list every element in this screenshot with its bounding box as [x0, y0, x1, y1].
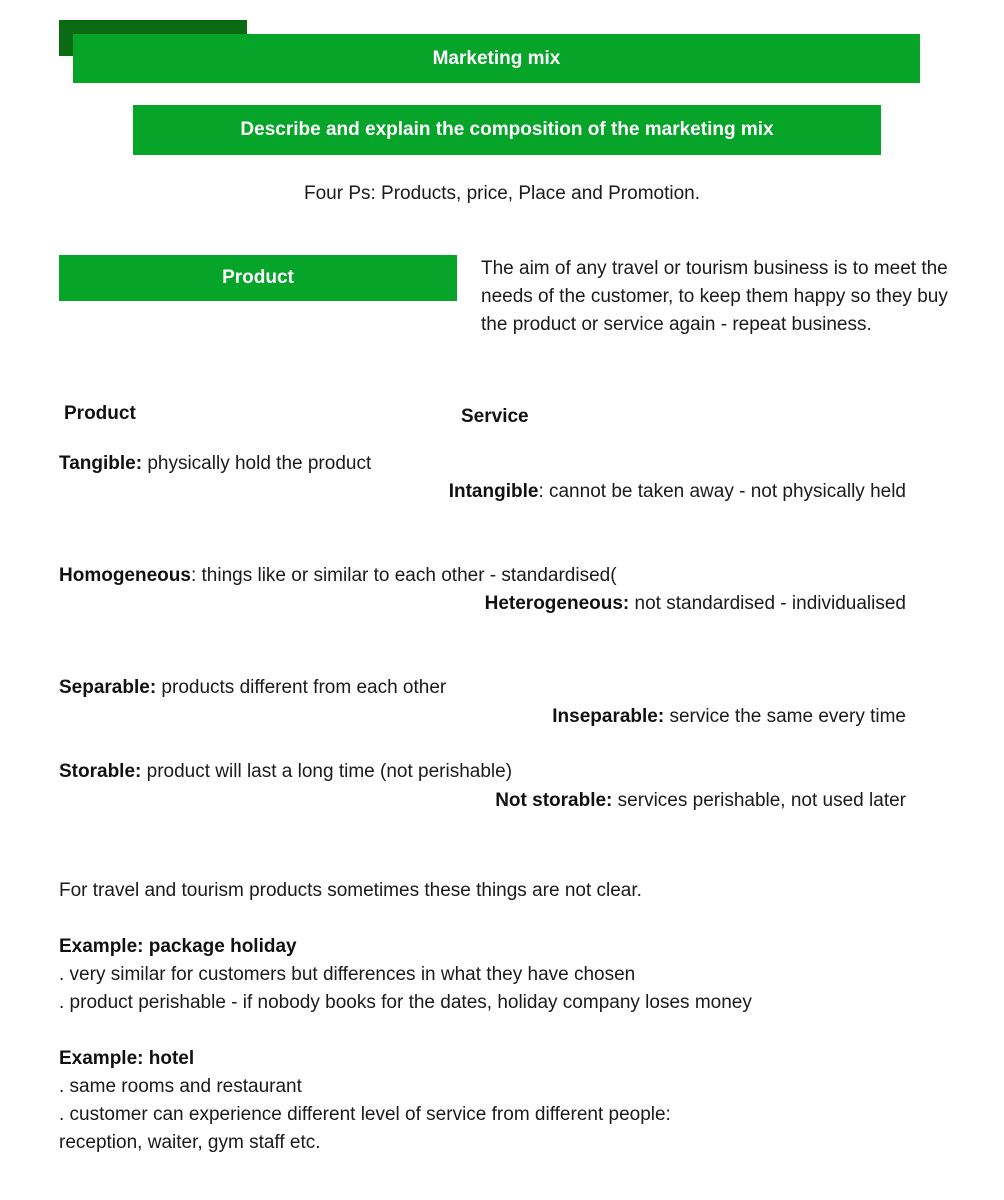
example-line: reception, waiter, gym staff etc. [59, 1132, 321, 1153]
page-title: Marketing mix [432, 47, 561, 69]
service-characteristic: Heterogeneous: not standardised - individualised [484, 593, 906, 614]
title-banner [73, 34, 920, 83]
aim-paragraph: The aim of any travel or tourism business is to meet the needs of the customer, to keep them happy so they buy the product or service again - repeat business. [481, 258, 948, 335]
product-banner [59, 255, 457, 301]
product-banner-label: Product [222, 267, 294, 288]
product-characteristic: Tangible: physically hold the product [59, 453, 372, 474]
four-ps-text: Four Ps: Products, price, Place and Promotion. [303, 183, 700, 204]
service-characteristic: Inseparable: service the same every time [552, 706, 906, 727]
page-subtitle: Describe and explain the composition of the marketing mix [240, 119, 774, 140]
example-heading: Example: hotel [59, 1048, 195, 1069]
example-line: . very similar for customers but differences in what they have chosen [59, 964, 636, 985]
service-column-heading: Service [461, 406, 529, 427]
subtitle-banner [133, 105, 881, 155]
product-column-heading: Product [64, 403, 136, 424]
service-characteristic: Not storable: services perishable, not used later [495, 790, 906, 811]
product-characteristic: Separable: products different from each other [59, 677, 447, 698]
product-characteristic: Homogeneous: things like or similar to each other - standardised( [59, 565, 617, 586]
example-line: . customer can experience different level of service from different people: [59, 1104, 671, 1125]
service-characteristic: Intangible: cannot be taken away - not physically held [448, 481, 906, 502]
clarity-note: For travel and tourism products sometimes these things are not clear. [59, 880, 642, 901]
example-line: . product perishable - if nobody books for the dates, holiday company loses money [59, 992, 752, 1013]
product-characteristic: Storable: product will last a long time (not perishable) [59, 761, 513, 782]
example-line: . same rooms and restaurant [59, 1076, 302, 1097]
example-heading: Example: package holiday [59, 936, 297, 957]
